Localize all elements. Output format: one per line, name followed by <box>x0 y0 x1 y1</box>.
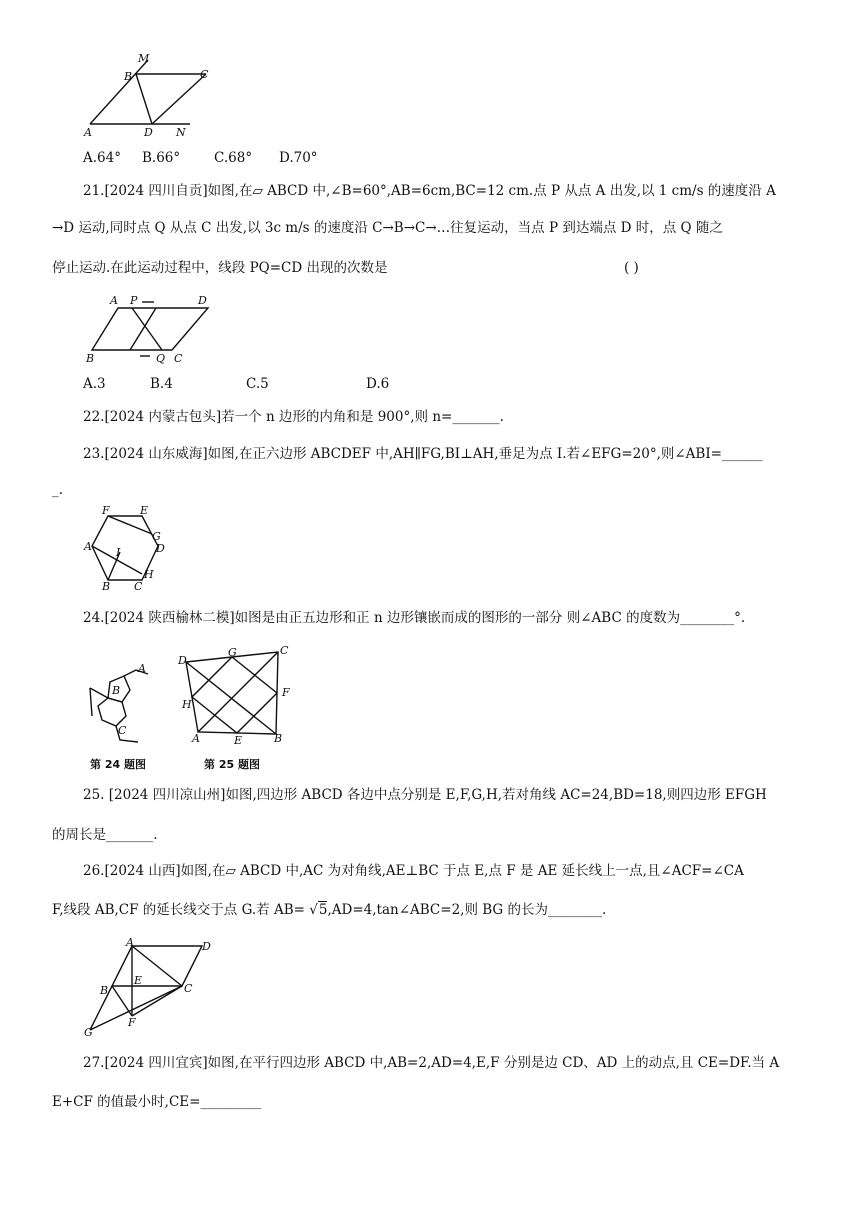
fig25-label-d: D <box>178 654 187 667</box>
fig26-label-b: B <box>100 984 109 997</box>
fig24-label-b: B <box>112 684 121 697</box>
fig23-label-d: D <box>156 542 165 555</box>
fig21-label-a: A <box>110 294 118 307</box>
fig23-label-c: C <box>134 580 143 590</box>
q22-text: 22.[2024 内蒙古包头]若一个 n 边形的内角和是 900°,则 n=_______. <box>83 409 504 425</box>
fig25-label-c: C <box>280 644 289 657</box>
q20-option-c: C.68° <box>214 150 253 166</box>
q23-text-line2: _. <box>52 482 64 498</box>
q25-figure-caption: 第 25 题图 <box>204 758 260 771</box>
fig24-label-a: A <box>138 662 146 675</box>
q21-text-line2: →D 运动,同时点 Q 从点 C 出发,以 3c m/s 的速度沿 C→B→C→…往复运动，当点 P 到达端点 D 时，点 Q 随之 <box>52 220 723 236</box>
q26-text-line2-end: ,AD=4,tan∠ABC=2,则 BG 的长为________. <box>327 902 607 918</box>
q23-text-line1: 23.[2024 山东威海]如图,在正六边形 ABCDEF 中,AH∥FG,BI⊥AH,垂足为点 I.若∠EFG=20°,则∠ABI=______ <box>83 446 763 462</box>
q21-option-a: A.3 <box>83 376 106 392</box>
fig21-label-p: P <box>130 294 138 307</box>
fig25-label-a: A <box>192 732 200 745</box>
fig26-label-a: A <box>126 936 134 949</box>
fig26-label-d: D <box>202 940 211 953</box>
q21-text-line3: 停止运动.在此运动过程中，线段 PQ=CD 出现的次数是 <box>52 260 388 276</box>
fig20-label-d: D <box>144 126 153 139</box>
q27-text-line1: 27.[2024 四川宜宾]如图,在平行四边形 ABCD 中,AB=2,AD=4,E,F 分别是边 CD、AD 上的动点,且 CE=DF.当 A <box>83 1055 780 1071</box>
fig23-label-f: F <box>102 504 110 517</box>
fig21-label-q: Q <box>156 352 166 364</box>
fig20-label-m: M <box>138 54 150 65</box>
fig21-label-d: D <box>198 294 207 307</box>
fig20-label-b: B <box>124 70 133 83</box>
q21-figure <box>80 292 230 364</box>
fig23-label-g: G <box>152 530 161 543</box>
fig23-label-i: I <box>116 546 121 559</box>
fig23-label-a: A <box>84 540 92 553</box>
fig25-label-e: E <box>234 734 243 746</box>
q21-option-d: D.6 <box>366 376 390 392</box>
q24-figure <box>80 660 160 750</box>
fig25-label-h: H <box>182 698 192 711</box>
q24-figure-caption: 第 24 题图 <box>90 758 146 771</box>
q20-option-b: B.66° <box>142 150 181 166</box>
q20-figure <box>80 54 220 140</box>
q25-figure <box>176 642 296 746</box>
q25-text-line1: 25. [2024 四川凉山州]如图,四边形 ABCD 各边中点分别是 E,F,G,H,若对角线 AC=24,BD=18,则四边形 EFGH <box>83 787 767 803</box>
fig25-label-g: G <box>228 646 237 659</box>
fig24-label-c: C <box>118 724 127 737</box>
q20-option-d: D.70° <box>279 150 318 166</box>
fig26-label-c: C <box>184 982 193 995</box>
fig20-label-n: N <box>176 126 186 139</box>
q26-text-line2 <box>52 904 606 918</box>
fig23-label-h: H <box>144 568 154 581</box>
q21-option-c: C.5 <box>246 376 269 392</box>
q23-figure <box>82 502 172 590</box>
q26-text-line2-start: F,线段 AB,CF 的延长线交于点 G.若 AB= <box>52 902 305 918</box>
q26-text-line1: 26.[2024 山西]如图,在▱ ABCD 中,AC 为对角线,AE⊥BC 于点 E,点 F 是 AE 延长线上一点,且∠ACF=∠CA <box>83 863 744 879</box>
fig21-label-b: B <box>86 352 95 364</box>
fig21-label-c: C <box>174 352 183 364</box>
q21-answer-paren: ( ) <box>624 260 639 276</box>
q25-text-line2: 的周长是_______. <box>52 827 158 843</box>
sqrt-radicand: 5 <box>318 902 328 918</box>
q21-option-b: B.4 <box>150 376 173 392</box>
fig26-label-f: F <box>128 1016 136 1029</box>
q27-text-line2: E+CF 的值最小时,CE=_________ <box>52 1094 262 1110</box>
sqrt-symbol: √5 <box>309 902 328 918</box>
fig26-label-e: E <box>134 974 143 987</box>
fig20-label-c: C <box>200 68 209 81</box>
fig25-label-b: B <box>274 732 283 745</box>
fig23-label-b: B <box>102 580 111 590</box>
q26-figure <box>82 934 222 1038</box>
fig26-label-g: G <box>84 1026 93 1038</box>
q24-text: 24.[2024 陕西榆林二模]如图是由正五边形和正 n 边形镶嵌而成的图形的一部分 则∠ABC 的度数为________°. <box>83 610 746 626</box>
fig23-label-e: E <box>140 504 149 517</box>
q20-option-a: A.64° <box>83 150 121 166</box>
fig25-label-f: F <box>282 686 290 699</box>
fig20-label-a: A <box>84 126 92 139</box>
q21-text-line1: 21.[2024 四川自贡]如图,在▱ ABCD 中,∠B=60°,AB=6cm,BC=12 cm.点 P 从点 A 出发,以 1 cm/s 的速度沿 A <box>83 183 776 199</box>
